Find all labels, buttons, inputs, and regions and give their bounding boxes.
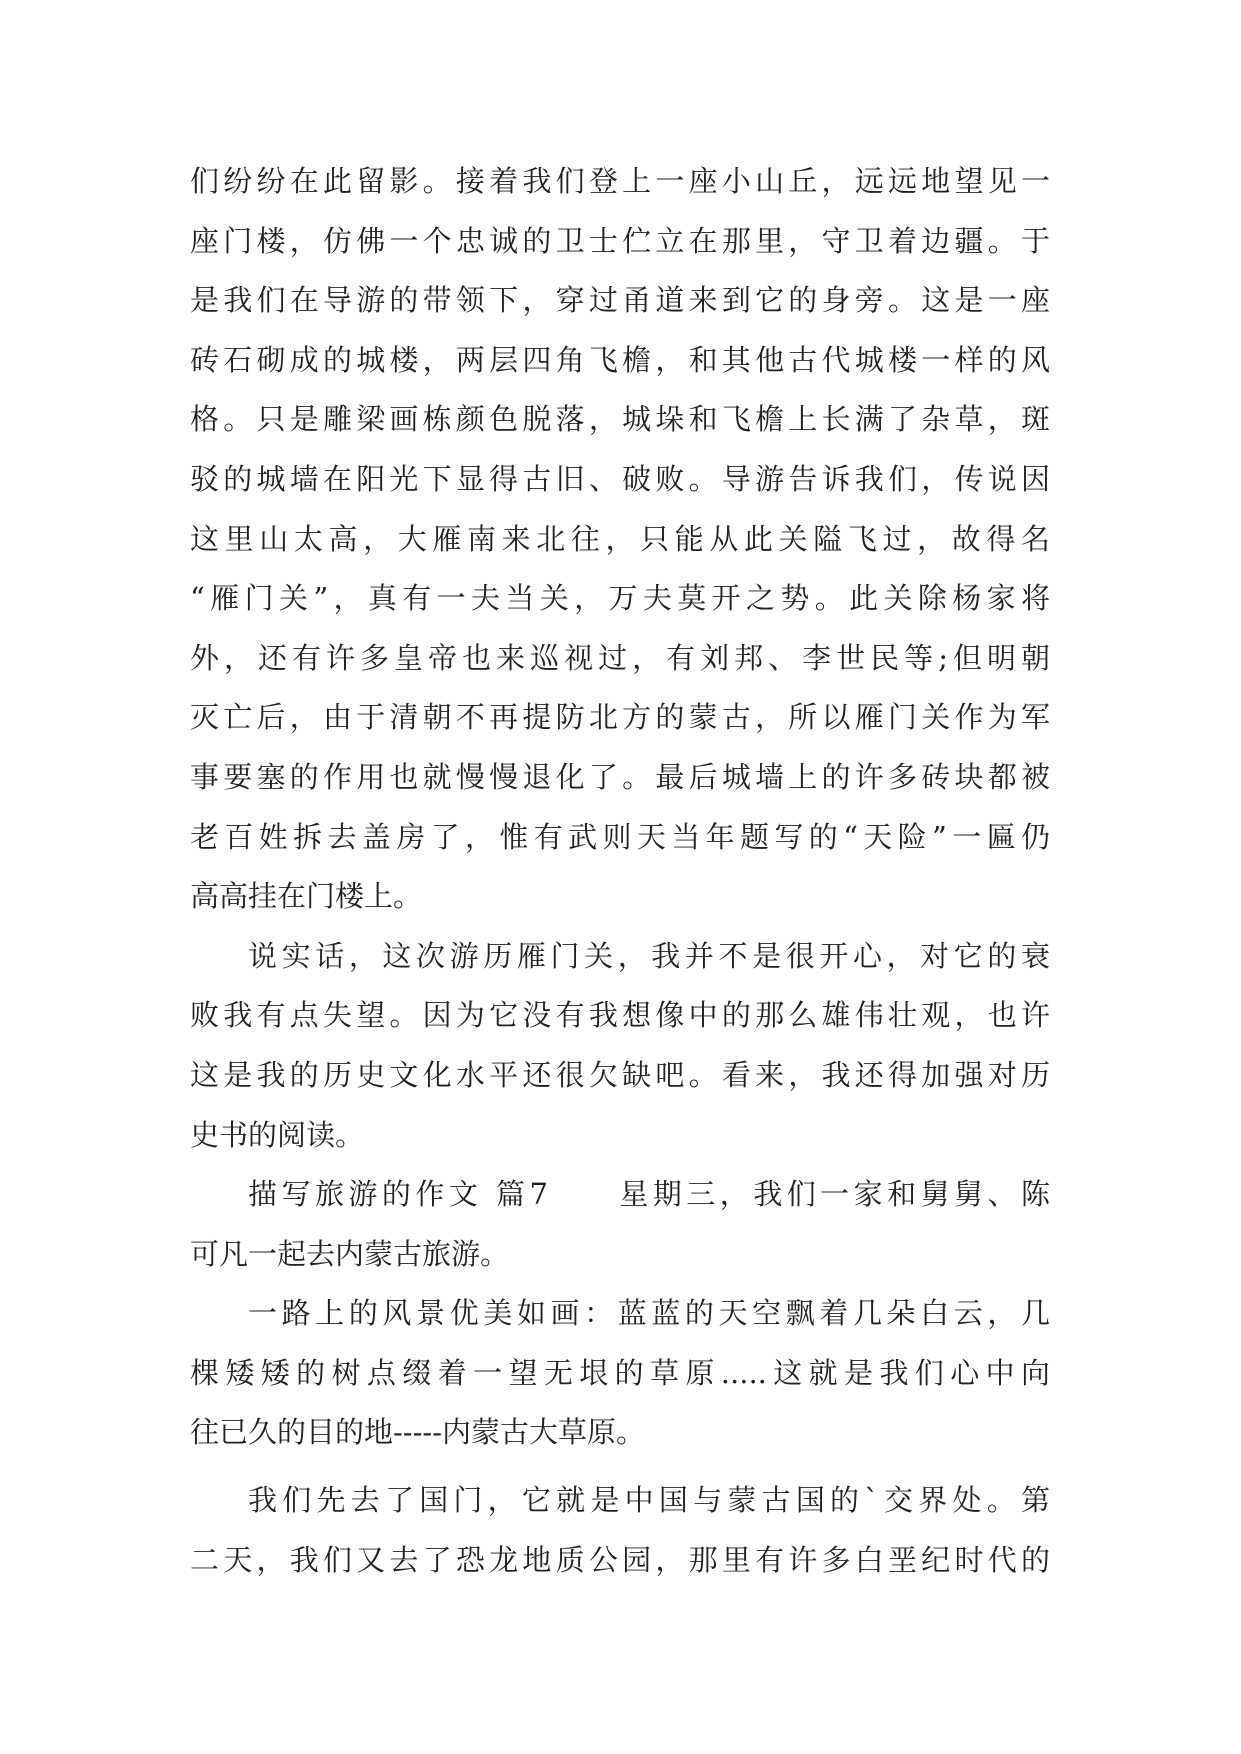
text-line: 这里山太高，大雁南来北往，只能从此关隘飞过，故得名 — [190, 521, 1050, 556]
text-line: 外，还有许多皇帝也来巡视过，有刘邦、李世民等;但明朝 — [190, 640, 1050, 675]
text-line: 高高挂在门楼上。 — [190, 879, 423, 914]
text-line: 座门楼，仿佛一个忠诚的卫士伫立在那里，守卫着边疆。于 — [190, 223, 1050, 258]
text-line: 们纷纷在此留影。接着我们登上一座小山丘，远远地望见一 — [190, 164, 1050, 198]
text-line: 驳的城墙在阳光下显得古旧、破败。导游告诉我们，传说因 — [190, 461, 1050, 496]
text-line: 这是我的历史文化水平还很欠缺吧。看来，我还得加强对历 — [190, 1057, 1050, 1092]
text-line: “雁门关”，真有一夫当关，万夫莫开之势。此关除杨家将 — [190, 581, 1050, 616]
text-line: 败我有点失望。因为它没有我想像中的那么雄伟壮观，也许 — [190, 998, 1050, 1033]
text-line: 砖石砌成的城楼，两层四角飞檐，和其他古代城楼一样的风 — [190, 342, 1050, 377]
text-line: 可凡一起去内蒙古旅游。 — [190, 1236, 510, 1271]
text-line: 二天，我们又去了恐龙地质公园，那里有许多白垩纪时代的 — [190, 1542, 1050, 1577]
text-line: 是我们在导游的带领下，穿过甬道来到它的身旁。这是一座 — [190, 283, 1050, 318]
text-line: 史书的阅读。 — [190, 1117, 365, 1152]
section-heading-line: 描写旅游的作文 篇7 星期三，我们一家和舅舅、陈 — [248, 1177, 1050, 1212]
paragraph-gap — [190, 1463, 1050, 1471]
text-line: 事要塞的作用也就慢慢退化了。最后城墙上的许多砖块都被 — [190, 759, 1050, 794]
text-line: 往已久的目的地-----内蒙古大草原。 — [190, 1415, 645, 1450]
text-line: 格。只是雕梁画栋颜色脱落，城垛和飞檐上长满了杂草，斑 — [190, 402, 1050, 437]
text-line: 我们先去了国门，它就是中国与蒙古国的`交界处。第 — [248, 1483, 1050, 1518]
text-line: 棵矮矮的树点缀着一望无垠的草原.....这就是我们心中向 — [190, 1355, 1050, 1390]
text-line: 老百姓拆去盖房了，惟有武则天当年题写的“天险”一匾仍 — [190, 819, 1050, 854]
text-line: 说实话，这次游历雁门关，我并不是很开心，对它的衰 — [248, 938, 1050, 973]
text-line: 一路上的风景优美如画：蓝蓝的天空飘着几朵白云，几 — [248, 1296, 1050, 1331]
document-body — [190, 152, 1050, 1590]
text-line: 灭亡后，由于清朝不再提防北方的蒙古，所以雁门关作为军 — [190, 700, 1050, 735]
